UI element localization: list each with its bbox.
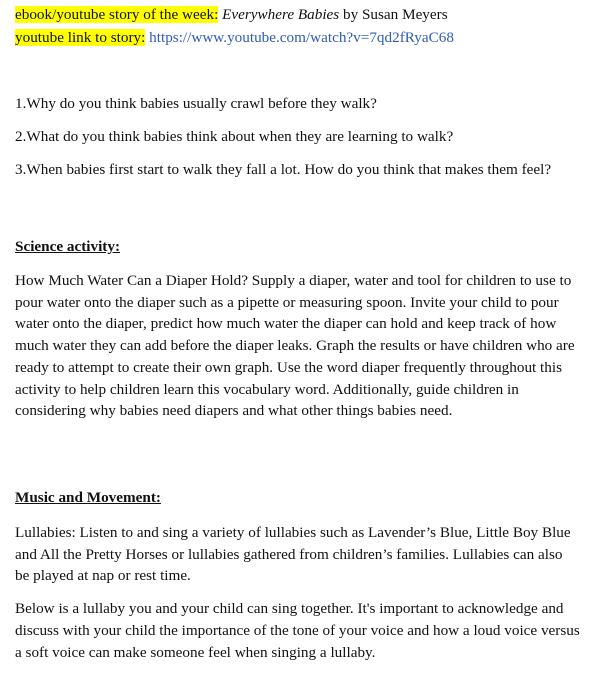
story-header xyxy=(15,3,580,49)
science-heading: Science activity: xyxy=(15,238,121,255)
story-title: Everywhere Babies xyxy=(222,6,340,23)
music-paragraph-1: Lullabies: Listen to and sing a variety of lullabies such as Lavender’s Blue, Little Boy Blue and All the Pretty Horses or lullabies gathered from children’s families. Lullabies can also be played at nap or rest time. xyxy=(15,524,571,585)
link-label: youtube link to story: xyxy=(15,29,146,46)
question-1: 1.Why do you think babies usually crawl before they walk? xyxy=(15,95,377,112)
youtube-link[interactable]: https://www.youtube.com/watch?v=7qd2fRyaC68 xyxy=(149,29,454,46)
science-body: How Much Water Can a Diaper Hold? Supply a diaper, water and tool for children to use to pour water onto the diaper such as a pipette or measuring spoon. Invite your child to pour water onto the diaper, predict how much water the diaper can hold and keep track of how much water they can add before the diaper leaks. Graph the results or have children who are ready to attempt to create their own graph. Use the word diaper frequently throughout this activity to help children learn this vocabulary word. Additionally, guide children in considering why babies need diapers and what other things babies need. xyxy=(15,272,575,420)
story-link-line xyxy=(15,26,580,49)
music-heading: Music and Movement: xyxy=(15,489,161,506)
question-2: 2.What do you think babies think about when they are learning to walk? xyxy=(15,128,454,145)
question-3: 3.When babies first start to walk they fall a lot. How do you think that makes them feel? xyxy=(15,161,552,178)
story-of-week-line xyxy=(15,3,580,26)
story-author: by Susan Meyers xyxy=(339,6,448,23)
music-paragraph-2: Below is a lullaby you and your child can sing together. It's important to acknowledge and discuss with your child the importance of the tone of your voice and how a loud voice versus a soft voice can make someone feel when singing a lullaby. xyxy=(15,600,580,661)
story-label: ebook/youtube story of the week: xyxy=(15,6,219,23)
